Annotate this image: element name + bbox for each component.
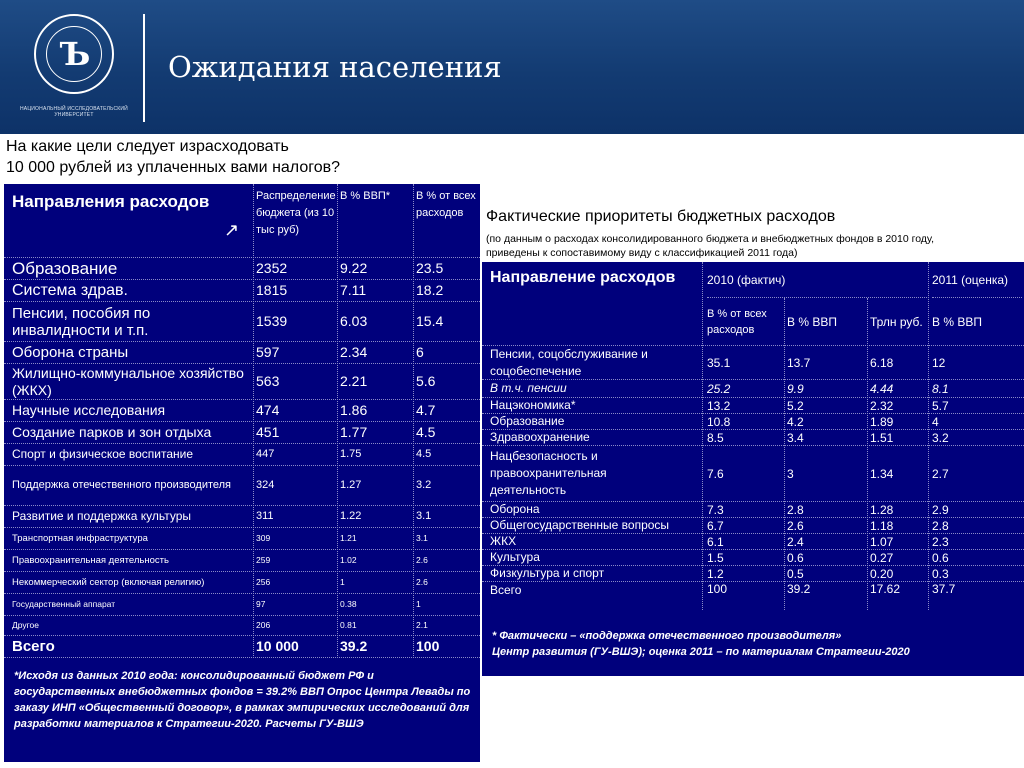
survey-question-line1: На какие цели следует израсходовать	[6, 138, 289, 155]
header-pct-gdp: В % ВВП*	[340, 190, 391, 202]
row-distribution: 451	[256, 424, 280, 440]
row-pct-gdp: 2.4	[787, 534, 804, 549]
table-row	[4, 466, 480, 506]
row-name: Оборона страны	[12, 344, 129, 361]
row-name: Всего	[12, 638, 55, 655]
row-pct-gdp-2011: 8.1	[932, 381, 949, 396]
row-pct-total: 23.5	[416, 260, 444, 276]
table-row	[482, 446, 1024, 502]
budget-footnote-line1: * Фактически – «поддержка отечественного производителя»	[492, 630, 842, 642]
row-pct-total: 2.1	[416, 620, 428, 630]
row-name: Правоохранительная деятельность	[12, 555, 169, 566]
row-name: Жилищно-коммунальное хозяйство (ЖКХ)	[12, 364, 244, 398]
row-name: Культура	[490, 550, 540, 564]
row-pct-total: 35.1	[707, 355, 731, 370]
table-row	[482, 430, 1024, 446]
row-name: Спорт и физическое воспитание	[12, 447, 194, 461]
table-row	[4, 444, 480, 466]
header-divider	[143, 14, 145, 122]
row-distribution: 309	[256, 533, 271, 543]
row-pct-gdp-2011: 3.2	[932, 430, 949, 445]
page-title: Ожидания населения	[168, 50, 502, 84]
table-row	[4, 594, 480, 616]
row-name: Образование	[12, 259, 118, 278]
row-pct-total: 6	[416, 344, 424, 360]
table-row	[4, 422, 480, 444]
row-distribution: 563	[256, 373, 280, 389]
row-pct-gdp: 2.21	[340, 373, 368, 389]
row-pct-gdp: 1.77	[340, 424, 368, 440]
table-row	[482, 502, 1024, 518]
row-pct-gdp: 39.2	[340, 638, 368, 654]
budget-table-panel	[482, 262, 1024, 676]
table-row	[4, 258, 480, 280]
subtitle-line2: приведены к сопоставимому виду с классификацией 2011 года)	[486, 247, 798, 259]
row-pct-total: 4.5	[416, 424, 436, 440]
table-row	[4, 364, 480, 400]
row-name: Пенсии, пособия по инвалидности и т.п.	[12, 304, 151, 339]
row-pct-total: 13.2	[707, 398, 731, 413]
row-trln-rub: 1.18	[870, 518, 894, 533]
row-distribution: 474	[256, 402, 280, 418]
row-pct-gdp-2011: 5.7	[932, 398, 949, 413]
row-trln-rub: 2.32	[870, 398, 894, 413]
row-pct-gdp: 6.03	[340, 313, 368, 329]
row-pct-gdp: 9.9	[787, 381, 804, 396]
table-row	[4, 616, 480, 636]
row-pct-gdp: 13.7	[787, 355, 811, 370]
column-divider	[867, 298, 868, 610]
row-pct-total: 8.5	[707, 430, 724, 445]
logo-letter: Ъ	[59, 35, 91, 73]
row-pct-total: 100	[416, 638, 440, 654]
row-pct-total: 1.5	[707, 550, 724, 565]
logo-seal-icon	[34, 14, 114, 94]
table-row	[482, 566, 1024, 582]
row-pct-gdp: 2.34	[340, 344, 368, 360]
row-pct-gdp: 1.27	[340, 479, 362, 491]
row-name: Научные исследования	[12, 402, 166, 418]
row-pct-total: 6.7	[707, 518, 724, 533]
column-divider	[928, 262, 929, 610]
row-pct-gdp: 1	[340, 577, 345, 587]
row-distribution: 324	[256, 479, 275, 491]
row-name: Транспортная инфраструктура	[12, 533, 148, 544]
table-row	[482, 398, 1024, 414]
row-distribution: 311	[256, 510, 274, 522]
row-distribution: 2352	[256, 260, 288, 276]
row-pct-total: 1	[416, 599, 421, 609]
budget-footnote	[492, 628, 1022, 660]
row-pct-gdp-2011: 4	[932, 414, 939, 429]
row-name: Система здрав.	[12, 282, 128, 299]
table-row	[4, 400, 480, 422]
row-pct-total: 3.1	[416, 510, 432, 522]
row-pct-gdp: 4.2	[787, 414, 804, 429]
row-trln-rub: 1.51	[870, 430, 894, 445]
row-pct-total: 25.2	[707, 381, 731, 396]
header-direction: Направления расходов	[12, 192, 210, 211]
survey-question-line2: 10 000 рублей из уплаченных вами налогов?	[6, 159, 340, 176]
row-distribution: 97	[256, 599, 266, 609]
column-divider	[337, 184, 338, 658]
row-pct-total: 10.8	[707, 414, 731, 429]
row-name: Всего	[490, 583, 522, 597]
row-pct-gdp: 2.8	[787, 502, 804, 517]
column-divider	[784, 298, 785, 610]
diagonal-arrow-icon: ↗	[224, 220, 240, 240]
row-distribution: 1815	[256, 282, 288, 298]
column-divider	[702, 262, 703, 610]
row-pct-total: 7.6	[707, 466, 724, 481]
row-pct-gdp: 0.6	[787, 550, 804, 565]
row-pct-gdp: 1.02	[340, 555, 357, 565]
slide-header	[0, 0, 1024, 134]
row-pct-gdp-2011: 2.8	[932, 518, 949, 533]
row-distribution: 10 000	[256, 638, 299, 654]
row-pct-total: 5.6	[416, 373, 436, 389]
table-row	[482, 534, 1024, 550]
header-2011-estimate: 2011 (оценка)	[932, 262, 1022, 298]
row-pct-total: 2.6	[416, 555, 428, 565]
survey-question	[6, 136, 486, 178]
header-trln-rub: Трлн руб.	[870, 315, 923, 329]
row-pct-gdp-2011: 12	[932, 355, 946, 370]
header-2010-fact: 2010 (фактич)	[707, 262, 927, 298]
row-trln-rub: 1.89	[870, 414, 894, 429]
row-name: Физкультура и спорт	[490, 566, 605, 580]
row-trln-rub: 17.62	[870, 582, 901, 596]
row-pct-gdp: 39.2	[787, 582, 811, 596]
row-name: Другое	[12, 620, 40, 630]
row-name: Общегосударственные вопросы	[490, 518, 670, 532]
row-pct-total: 1.2	[707, 566, 724, 581]
subtitle-line1: (по данным о расходах консолидированного бюджета и внебюджетных фондов в 2010 году,	[486, 233, 935, 245]
row-pct-total: 4.5	[416, 448, 432, 460]
row-name: Нацэкономика*	[490, 398, 576, 412]
row-pct-total: 100	[707, 582, 728, 596]
row-name: Развитие и поддержка культуры	[12, 509, 192, 523]
table-row	[4, 342, 480, 364]
header-pct-total: В % от всех расходов	[416, 190, 476, 219]
row-trln-rub: 4.44	[870, 381, 894, 396]
table-row	[482, 414, 1024, 430]
row-pct-gdp-2011: 0.3	[932, 566, 949, 581]
header-direction: Направление расходов	[490, 269, 676, 286]
row-pct-gdp: 2.6	[787, 518, 804, 533]
total-row	[4, 636, 480, 658]
row-pct-gdp: 1.86	[340, 402, 368, 418]
header-pct-total: В % от всех расходов	[707, 308, 767, 336]
row-pct-gdp: 3.4	[787, 430, 804, 445]
table-row	[4, 302, 480, 342]
column-divider	[253, 184, 254, 658]
row-distribution: 447	[256, 448, 275, 460]
row-pct-gdp-2011: 2.3	[932, 534, 949, 549]
header-pct-gdp: В % ВВП	[787, 315, 837, 329]
row-distribution: 597	[256, 344, 280, 360]
row-name: В т.ч. пенсии	[490, 381, 567, 395]
row-pct-gdp-2011: 2.9	[932, 502, 949, 517]
row-pct-gdp: 1.75	[340, 448, 362, 460]
row-pct-total: 3.1	[416, 533, 428, 543]
row-name: ЖКХ	[490, 534, 517, 548]
row-pct-gdp-2011: 2.7	[932, 466, 949, 481]
row-name: Нацбезопасность и правоохранительная деятельность	[490, 449, 607, 497]
table-row	[4, 572, 480, 594]
row-pct-total: 4.7	[416, 402, 436, 418]
table-row	[4, 506, 480, 528]
row-name: Поддержка отечественного производителя	[12, 479, 232, 491]
row-distribution: 206	[256, 620, 271, 630]
university-logo	[18, 14, 130, 126]
row-name: Создание парков и зон отдыха	[12, 424, 212, 440]
table-row	[4, 550, 480, 572]
row-name: Государственный аппарат	[12, 599, 116, 609]
row-pct-gdp: 5.2	[787, 398, 804, 413]
table-row	[482, 550, 1024, 566]
table-row	[482, 518, 1024, 534]
logo-caption: НАЦИОНАЛЬНЫЙ ИССЛЕДОВАТЕЛЬСКИЙ УНИВЕРСИТЕТ	[20, 106, 128, 118]
row-pct-total: 18.2	[416, 282, 444, 298]
row-pct-gdp: 1.21	[340, 533, 357, 543]
row-name: Образование	[490, 414, 565, 428]
budget-footnote-line2: Центр развития (ГУ-ВШЭ); оценка 2011 – по материалам Стратегии-2020	[492, 646, 910, 658]
row-trln-rub: 0.20	[870, 566, 894, 581]
row-pct-gdp: 1.22	[340, 510, 362, 522]
table-row	[482, 346, 1024, 380]
row-pct-total: 7.3	[707, 502, 724, 517]
row-trln-rub: 6.18	[870, 355, 894, 370]
row-pct-gdp: 3	[787, 466, 794, 481]
row-name: Здравоохранение	[490, 430, 590, 444]
table-header-row	[4, 184, 480, 258]
header-distribution: Распределение бюджета (из 10 тыс руб)	[256, 190, 336, 236]
budget-priorities-subtitle	[486, 232, 1024, 260]
row-trln-rub: 1.28	[870, 502, 894, 517]
total-row	[482, 582, 1024, 610]
survey-footnote: *Исходя из данных 2010 года: консолидированный бюджет РФ и государственных внебюджетных фондов = 39.2% ВВП Опрос Центра Левады по заказу ИНП «Общественный договор», в рамках эмпирических исследований для разработки материалов к Стратегии-2020. Расчеты ГУ-ВШЭ	[14, 670, 471, 730]
row-name: Некоммерческий сектор (включая религию)	[12, 577, 205, 588]
row-pct-gdp: 0.81	[340, 620, 357, 630]
table-row	[482, 380, 1024, 398]
row-pct-gdp-2011: 37.7	[932, 582, 956, 596]
row-pct-total: 15.4	[416, 313, 444, 329]
table-header-row	[482, 262, 1024, 346]
row-distribution: 259	[256, 555, 271, 565]
row-name: Пенсии, соцобслуживание и соцобеспечение	[490, 346, 648, 378]
row-trln-rub: 0.27	[870, 550, 894, 565]
row-pct-total: 2.6	[416, 577, 428, 587]
header-pct-gdp-2011: В % ВВП	[932, 315, 982, 329]
table-row	[4, 280, 480, 302]
row-pct-gdp: 0.38	[340, 599, 357, 609]
row-pct-gdp: 0.5	[787, 566, 804, 581]
row-trln-rub: 1.07	[870, 534, 894, 549]
row-distribution: 256	[256, 577, 271, 587]
row-pct-gdp: 7.11	[340, 282, 367, 298]
row-name: Оборона	[490, 502, 540, 516]
column-divider	[413, 184, 414, 658]
budget-priorities-title: Фактические приоритеты бюджетных расходов	[486, 208, 836, 225]
row-pct-gdp-2011: 0.6	[932, 550, 949, 565]
row-pct-total: 6.1	[707, 534, 724, 549]
row-distribution: 1539	[256, 313, 288, 329]
row-pct-total: 3.2	[416, 479, 432, 491]
table-row	[4, 528, 480, 550]
row-trln-rub: 1.34	[870, 466, 894, 481]
row-pct-gdp: 9.22	[340, 260, 368, 276]
survey-table-panel	[4, 184, 480, 762]
